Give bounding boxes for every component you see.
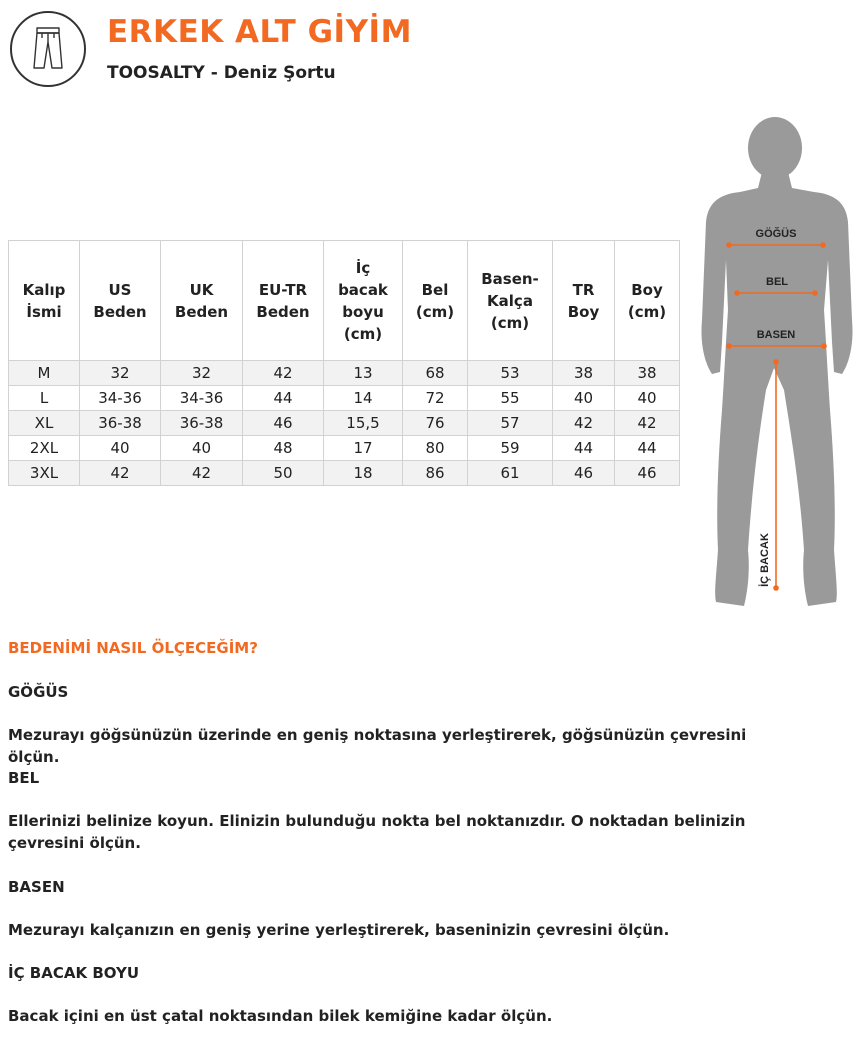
- table-cell: 72: [403, 386, 468, 411]
- table-cell: 68: [403, 361, 468, 386]
- table-cell: 3XL: [9, 461, 80, 486]
- table-cell: 42: [80, 461, 161, 486]
- table-cell: 59: [468, 436, 553, 461]
- table-cell: L: [9, 386, 80, 411]
- table-cell: 42: [161, 461, 243, 486]
- column-header: Boy (cm): [615, 241, 680, 361]
- table-cell: 32: [161, 361, 243, 386]
- chest-section-label: GÖĞÜS: [8, 683, 69, 701]
- table-cell: 40: [161, 436, 243, 461]
- waist-section-label: BEL: [8, 769, 40, 787]
- table-cell: 32: [80, 361, 161, 386]
- table-cell: 36-38: [80, 411, 161, 436]
- table-row: [9, 436, 680, 461]
- category-logo: [10, 11, 86, 87]
- table-cell: 34-36: [80, 386, 161, 411]
- table-cell: 57: [468, 411, 553, 436]
- table-cell: 80: [403, 436, 468, 461]
- size-table: [8, 240, 680, 486]
- table-cell: 50: [243, 461, 324, 486]
- table-cell: 15,5: [324, 411, 403, 436]
- table-cell: 2XL: [9, 436, 80, 461]
- chest-section-text: Mezurayı göğsünüzün üzerinde en geniş noktasına yerleştirerek, göğsünüzün çevresini ölçün.: [8, 726, 747, 766]
- inseam-label: İÇ BACAK: [759, 533, 771, 587]
- column-header: TR Boy: [553, 241, 615, 361]
- table-cell: 44: [553, 436, 615, 461]
- table-cell: 61: [468, 461, 553, 486]
- inseam-section-text: Bacak içini en üst çatal noktasından bilek kemiğine kadar ölçün.: [8, 1007, 553, 1025]
- table-cell: 44: [243, 386, 324, 411]
- pants-icon: [28, 24, 68, 74]
- column-header: Basen- Kalça (cm): [468, 241, 553, 361]
- hip-label: BASEN: [756, 329, 796, 341]
- table-cell: 14: [324, 386, 403, 411]
- table-row: [9, 386, 680, 411]
- table-cell: 55: [468, 386, 553, 411]
- table-body: [9, 361, 680, 486]
- table-cell: 17: [324, 436, 403, 461]
- table-cell: 48: [243, 436, 324, 461]
- table-cell: 42: [615, 411, 680, 436]
- table-cell: 42: [553, 411, 615, 436]
- product-name: TOOSALTY - Deniz Şortu: [107, 63, 336, 83]
- waist-section-text: Ellerinizi belinize koyun. Elinizin bulunduğu nokta bel noktanızdır. O noktadan belinizin çevresini ölçün.: [8, 812, 746, 852]
- table-cell: 46: [615, 461, 680, 486]
- table-cell: 42: [243, 361, 324, 386]
- table-cell: 18: [324, 461, 403, 486]
- chest-label: GÖĞÜS: [755, 228, 797, 240]
- table-row: [9, 361, 680, 386]
- table-row: [9, 461, 680, 486]
- table-cell: 38: [553, 361, 615, 386]
- table-cell: 13: [324, 361, 403, 386]
- table-cell: XL: [9, 411, 80, 436]
- body-measurement-figure: [700, 110, 865, 610]
- table-header-row: [9, 241, 680, 361]
- table-cell: M: [9, 361, 80, 386]
- column-header: Bel (cm): [403, 241, 468, 361]
- table-cell: 36-38: [161, 411, 243, 436]
- table-cell: 53: [468, 361, 553, 386]
- column-header: İç bacak boyu (cm): [324, 241, 403, 361]
- hip-section-label: BASEN: [8, 878, 65, 896]
- table-cell: 46: [243, 411, 324, 436]
- table-cell: 44: [615, 436, 680, 461]
- table-cell: 38: [615, 361, 680, 386]
- column-header: EU-TR Beden: [243, 241, 324, 361]
- inseam-section-label: İÇ BACAK BOYU: [8, 964, 140, 982]
- page-title: ERKEK ALT GİYİM: [107, 14, 412, 50]
- table-cell: 34-36: [161, 386, 243, 411]
- column-header: US Beden: [80, 241, 161, 361]
- table-cell: 76: [403, 411, 468, 436]
- column-header: Kalıp İsmi: [9, 241, 80, 361]
- waist-label: BEL: [766, 276, 788, 288]
- guide-heading: BEDENİMİ NASIL ÖLÇECEĞİM?: [8, 639, 258, 657]
- table-row: [9, 411, 680, 436]
- table-cell: 40: [615, 386, 680, 411]
- table-cell: 86: [403, 461, 468, 486]
- hip-section-text: Mezurayı kalçanızın en geniş yerine yerleştirerek, baseninizin çevresini ölçün.: [8, 921, 670, 939]
- table-cell: 40: [80, 436, 161, 461]
- table-cell: 40: [553, 386, 615, 411]
- table-cell: 46: [553, 461, 615, 486]
- column-header: UK Beden: [161, 241, 243, 361]
